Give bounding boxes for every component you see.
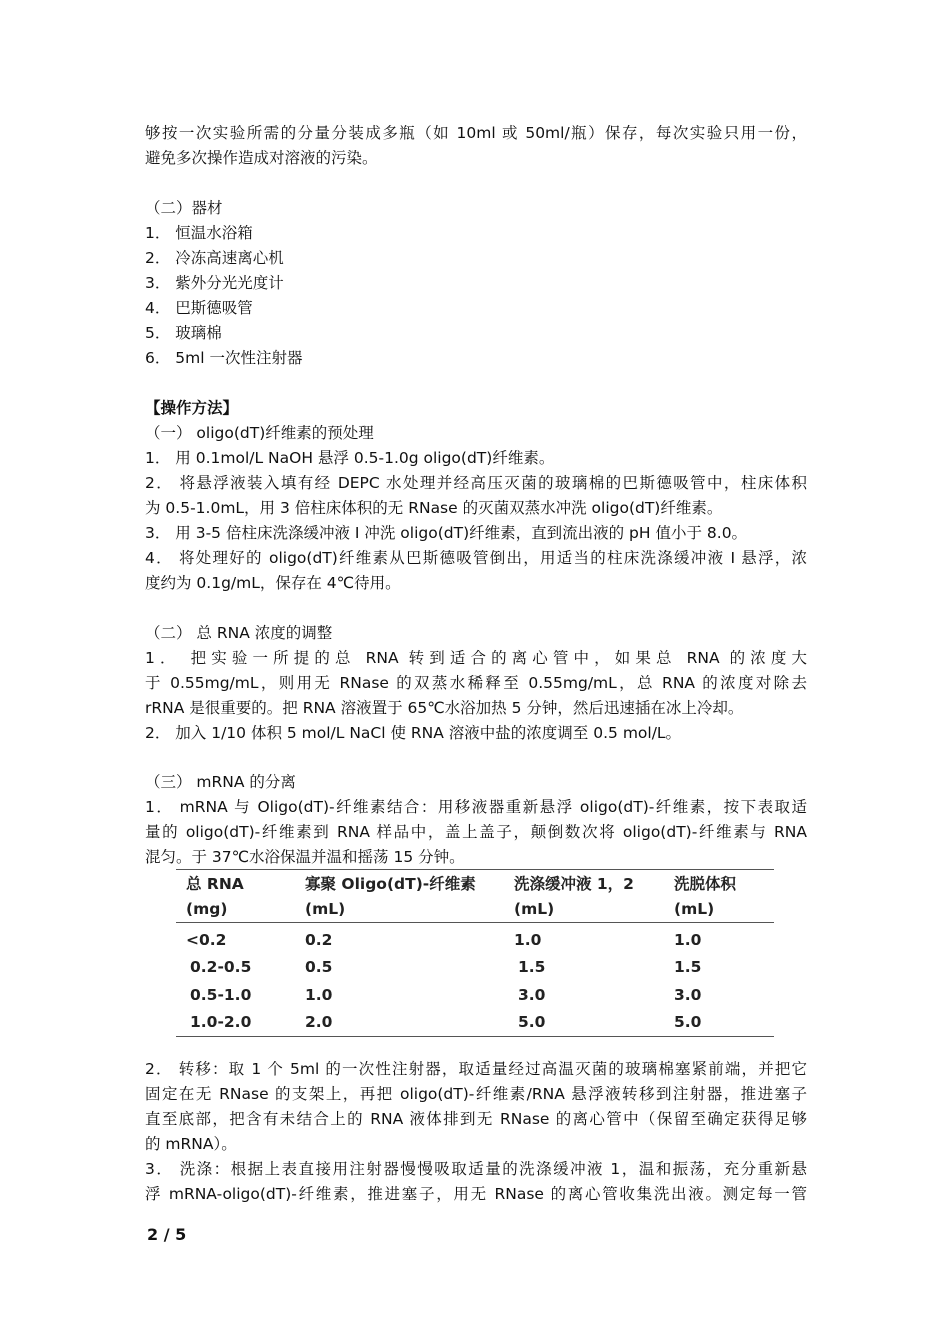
table-cell: 5.0	[518, 1013, 546, 1032]
table-header-cell: 洗脱体积	[674, 875, 737, 893]
table-header-unit: (mL)	[514, 900, 555, 918]
table-cell: 3.0	[674, 985, 702, 1004]
paragraph-line: 浮 mRNA-oligo(dT)-纤维素，推进塞子，用无 RNase 的离心管收集洗出液。测定每一管	[145, 1185, 807, 1203]
table-cell: 3.0	[518, 985, 546, 1004]
section-title: （三） mRNA 的分离	[145, 773, 296, 791]
table-cell: 1.5	[518, 958, 546, 977]
table-cell: 0.5	[305, 958, 333, 977]
equipment-item: 2． 冷冻高速离心机	[145, 249, 284, 267]
equipment-item: 6． 5ml 一次性注射器	[145, 349, 303, 367]
section-title: （二） 总 RNA 浓度的调整	[145, 624, 333, 642]
table-cell: 5.0	[674, 1013, 702, 1032]
table-cell: 0.2	[305, 931, 333, 950]
paragraph-line: 2． 将悬浮液装入填有经 DEPC 水处理并经高压灭菌的玻璃棉的巴斯德吸管中，柱床体积	[145, 474, 807, 492]
table-cell: 1.0-2.0	[190, 1013, 252, 1032]
table-header-unit: (mL)	[305, 900, 346, 918]
intro-line-2: 避免多次操作造成对溶液的污染。	[145, 149, 378, 167]
table-header-unit: (mL)	[674, 900, 715, 918]
paragraph-line: rRNA 是很重要的。把 RNA 溶液置于 65℃水浴加热 5 分钟，然后迅速插在冰上冷却。	[145, 699, 744, 717]
table-cell: 0.5-1.0	[190, 985, 252, 1004]
equipment-item: 3． 紫外分光光度计	[145, 274, 284, 292]
method-heading: 【操作方法】	[145, 399, 239, 417]
paragraph-line: 2． 转移：取 1 个 5ml 的一次性注射器，取适量经过高温灭菌的玻璃棉塞紧前端，并把它	[145, 1060, 807, 1078]
intro-line-1: 够按一次实验所需的分量分装成多瓶（如 10ml 或 50ml/瓶）保存，每次实验只用一份，	[145, 124, 807, 142]
table-row	[176, 954, 774, 981]
table-header-cell: 总 RNA	[186, 875, 244, 893]
paragraph-line: 的 mRNA）。	[145, 1135, 237, 1153]
paragraph-line: 固定在无 RNase 的支架上，再把 oligo(dT)-纤维素/RNA 悬浮液转移到注射器，推进塞子	[145, 1085, 807, 1103]
paragraph-line: 量的 oligo(dT)-纤维素到 RNA 样品中，盖上盖子，颠倒数次将 oligo(dT)-纤维素与 RNA	[145, 823, 807, 841]
table-header-row	[176, 897, 774, 923]
page-number: 2 / 5	[147, 1225, 187, 1244]
equipment-item: 1． 恒温水浴箱	[145, 224, 253, 242]
table-header-cell: 洗涤缓冲液 1，2	[514, 875, 634, 893]
paragraph-line: 于 0.55mg/mL，则用无 RNase 的双蒸水稀释至 0.55mg/mL，总 RNA 的浓度对除去	[145, 674, 807, 692]
paragraph-line: 1． 用 0.1mol/L NaOH 悬浮 0.5-1.0g oligo(dT)纤维素。	[145, 449, 555, 467]
paragraph-line: 2． 加入 1/10 体积 5 mol/L NaCl 使 RNA 溶液中盐的浓度调至 0.5 mol/L。	[145, 724, 682, 742]
paragraph-line: 直至底部，把含有未结合上的 RNA 液体排到无 RNase 的离心管中（保留至确定获得足够	[145, 1110, 807, 1128]
oligo-dt-table	[176, 869, 774, 1037]
paragraph-line: 3． 洗涤：根据上表直接用注射器慢慢吸取适量的洗涤缓冲液 1，温和振荡，充分重新悬	[145, 1160, 807, 1178]
table-row	[176, 923, 774, 955]
paragraph-line: 1． 把实验一所提的总 RNA 转到适合的离心管中，如果总 RNA 的浓度大	[145, 649, 807, 667]
paragraph-line: 为 0.5-1.0mL，用 3 倍柱床体积的无 RNase 的灭菌双蒸水冲洗 oligo(dT)纤维素。	[145, 499, 723, 517]
table-cell: 2.0	[305, 1013, 333, 1032]
table-cell: 1.0	[305, 985, 333, 1004]
table-row	[176, 982, 774, 1009]
table-row	[176, 1009, 774, 1037]
paragraph-line: 4． 将处理好的 oligo(dT)纤维素从巴斯德吸管倒出，用适当的柱床洗涤缓冲液 I 悬浮，浓	[145, 549, 807, 567]
equipment-item: 5． 玻璃棉	[145, 324, 222, 342]
table-header-unit: (mg)	[186, 900, 228, 918]
paragraph-line: 3． 用 3-5 倍柱床洗涤缓冲液 I 冲洗 oligo(dT)纤维素，直到流出液的 pH 值小于 8.0。	[145, 524, 748, 542]
paragraph-line: 1． mRNA 与 Oligo(dT)-纤维素结合：用移液器重新悬浮 oligo(dT)-纤维素，按下表取适	[145, 798, 807, 816]
equipment-item: 4． 巴斯德吸管	[145, 299, 253, 317]
table-cell: 1.5	[674, 958, 702, 977]
equipment-heading: （二）器材	[145, 199, 223, 217]
table-cell: 0.2-0.5	[190, 958, 252, 977]
table-header-row	[176, 870, 774, 898]
table-cell: <0.2	[186, 931, 227, 950]
paragraph-line: 混匀。于 37℃水浴保温并温和摇荡 15 分钟。	[145, 848, 465, 866]
section-title: （一） oligo(dT)纤维素的预处理	[145, 424, 374, 442]
table-cell: 1.0	[674, 931, 702, 950]
table-cell: 1.0	[514, 931, 542, 950]
paragraph-line: 度约为 0.1g/mL，保存在 4℃待用。	[145, 574, 401, 592]
table-header-cell: 寡聚 Oligo(dT)-纤维素	[305, 875, 476, 893]
